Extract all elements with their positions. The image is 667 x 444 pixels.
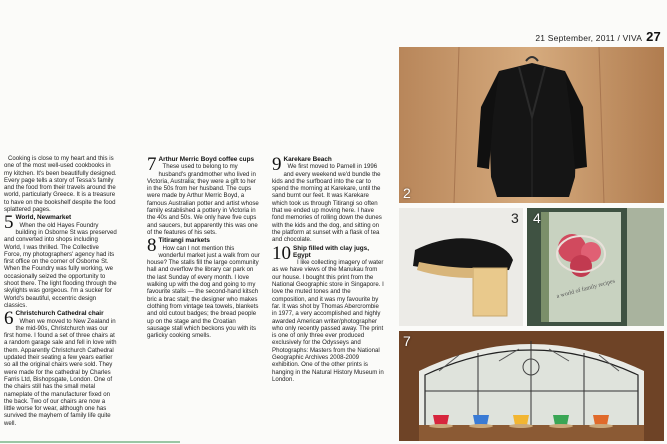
text-column-1 (4, 155, 117, 427)
section-title: Ship filled with clay jugs, Egypt (293, 244, 369, 259)
section-number: 5 (4, 212, 14, 234)
photo-jacket (399, 47, 664, 203)
section-number: 8 (147, 235, 157, 257)
book-cover-text: a world of family recipes (555, 278, 616, 300)
section-9 (272, 156, 385, 244)
section-body: When the old Hayes Foundry building in Osborne St was preserved and converted into shops including World, I was thrilled. The Collective Force, my photographers' agency had its first office on the corner of Osborne St. When the Foundry was fully working, we occasionally seized the opportunity to shoot there. The light flooding through the skylights was gorgeous. I'm a sucker for World's beautiful, eccentric design classics. (4, 221, 117, 309)
shoe-image (399, 208, 523, 326)
photo-shoe (399, 208, 523, 326)
date-magazine: 21 September, 2011 / VIVA (535, 33, 643, 43)
section-title: World, Newmarket (15, 214, 72, 222)
section-10 (272, 242, 385, 384)
cookbook-image (527, 208, 664, 326)
jacket-image (399, 47, 664, 203)
section-number: 9 (272, 154, 282, 175)
photo-cookbook (527, 208, 664, 326)
photo-label: 2 (403, 185, 411, 201)
section-number: 6 (4, 308, 14, 330)
photo-label: 7 (403, 333, 411, 349)
section-title: Titirangi markets (158, 237, 210, 245)
photo-coffee-cups (399, 331, 664, 441)
section-title: Karekare Beach (283, 156, 332, 163)
section-5 (4, 214, 117, 309)
section-title: Arthur Merric Boyd coffee cups (158, 156, 255, 163)
page-header (535, 29, 661, 44)
section-7 (147, 156, 260, 236)
section-body: These used to belong to my husband's grandmother who lived in Victoria, Australia; they were a gift to her in the 50s from her husband. The cups were made by Arthur Merric Boyd, a famous Australian potter and artist whose family established a pottery in Victoria in the 40s and 50s. We only have five cups and saucers, but apparently this was one of the features of his sets. (147, 163, 259, 236)
section-body: How can I not mention this wonderful market just a walk from our house? The stalls fill the large community hall and overflow the library car park on the last Sunday of every month. I love walking up with the dog and going to my favourite stalls — the second-hand kitsch bric a brac stall; the designer who makes clothing from vintage tea towels, blankets and old cutout badges; the bread people up on the stage and the Croatian sausage stall which beckons you with its garlicky cooking smells. (147, 244, 260, 340)
section-6 (4, 310, 117, 427)
text-column-3 (272, 155, 385, 383)
section-number: 7 (147, 154, 157, 175)
section-body: We first moved to Parnell in 1996 and every weekend we'd bundle the kids and the surfboard into the car to spend the morning at Karekare, until the sand burnt our feet. It was Karekare which took us through Titirangi so often that we ended up moving here. I have fond memories of rolling down the dunes with the kids and the dog, and sitting on the platform at sunset with a flask of tea and chocolate. (272, 163, 382, 244)
photo-label: 4 (533, 210, 541, 226)
text-column-2 (147, 155, 260, 339)
section-body: I like collecting imagery of water as we have views of the Manukau from our house. I bought this print from the National Geographic store in Singapore. I love the muted tones and the composition, and it was my favourite by far. It was shot by Thomas Abercrombie in 1977, a very accomplished and highly awarded American writer/photographer who only recently passed away. The print is one of only three ever produced exclusively for the Odysseys and Photographs: Masters from the National Geographic Archives 2008-2009 exhibition. One of the other prints is hanging in the Natural History Museum in London. (272, 259, 384, 383)
section-body: When we moved to New Zealand in the mid-90s, Christchurch was our first home. I found a set of three chairs at a random garage sale and fell in love with them. Apparently Christchurch Cathedral updated their seating a few years earlier so all the original chairs were sold. They were made for the cathedral by Charles Farris Ltd, Bishopsgate, London. One of the chairs still has the small metal nameplate of the manufacturer fixed on the back. Two of our chairs are now a little worse for wear, although one has survived the mayhem of family life quite well. (4, 317, 117, 427)
intro-paragraph: Cooking is close to my heart and this is one of the most well-used cookbooks in my kitchen. It's been beautifully designed. Every page tells a story of Tessa's family and the food from their travels around the world, particularly Greece. It is a treasure to have on the bookshelf despite the food splattered pages. (4, 155, 117, 214)
section-number: 10 (272, 242, 291, 264)
page-number: 27 (646, 29, 661, 44)
section-8 (147, 237, 260, 339)
coffee-cups-image (399, 331, 664, 441)
section-title: Christchurch Cathedral chair (15, 310, 104, 318)
photo-label: 3 (511, 210, 519, 226)
footer-accent-bar (0, 441, 180, 443)
